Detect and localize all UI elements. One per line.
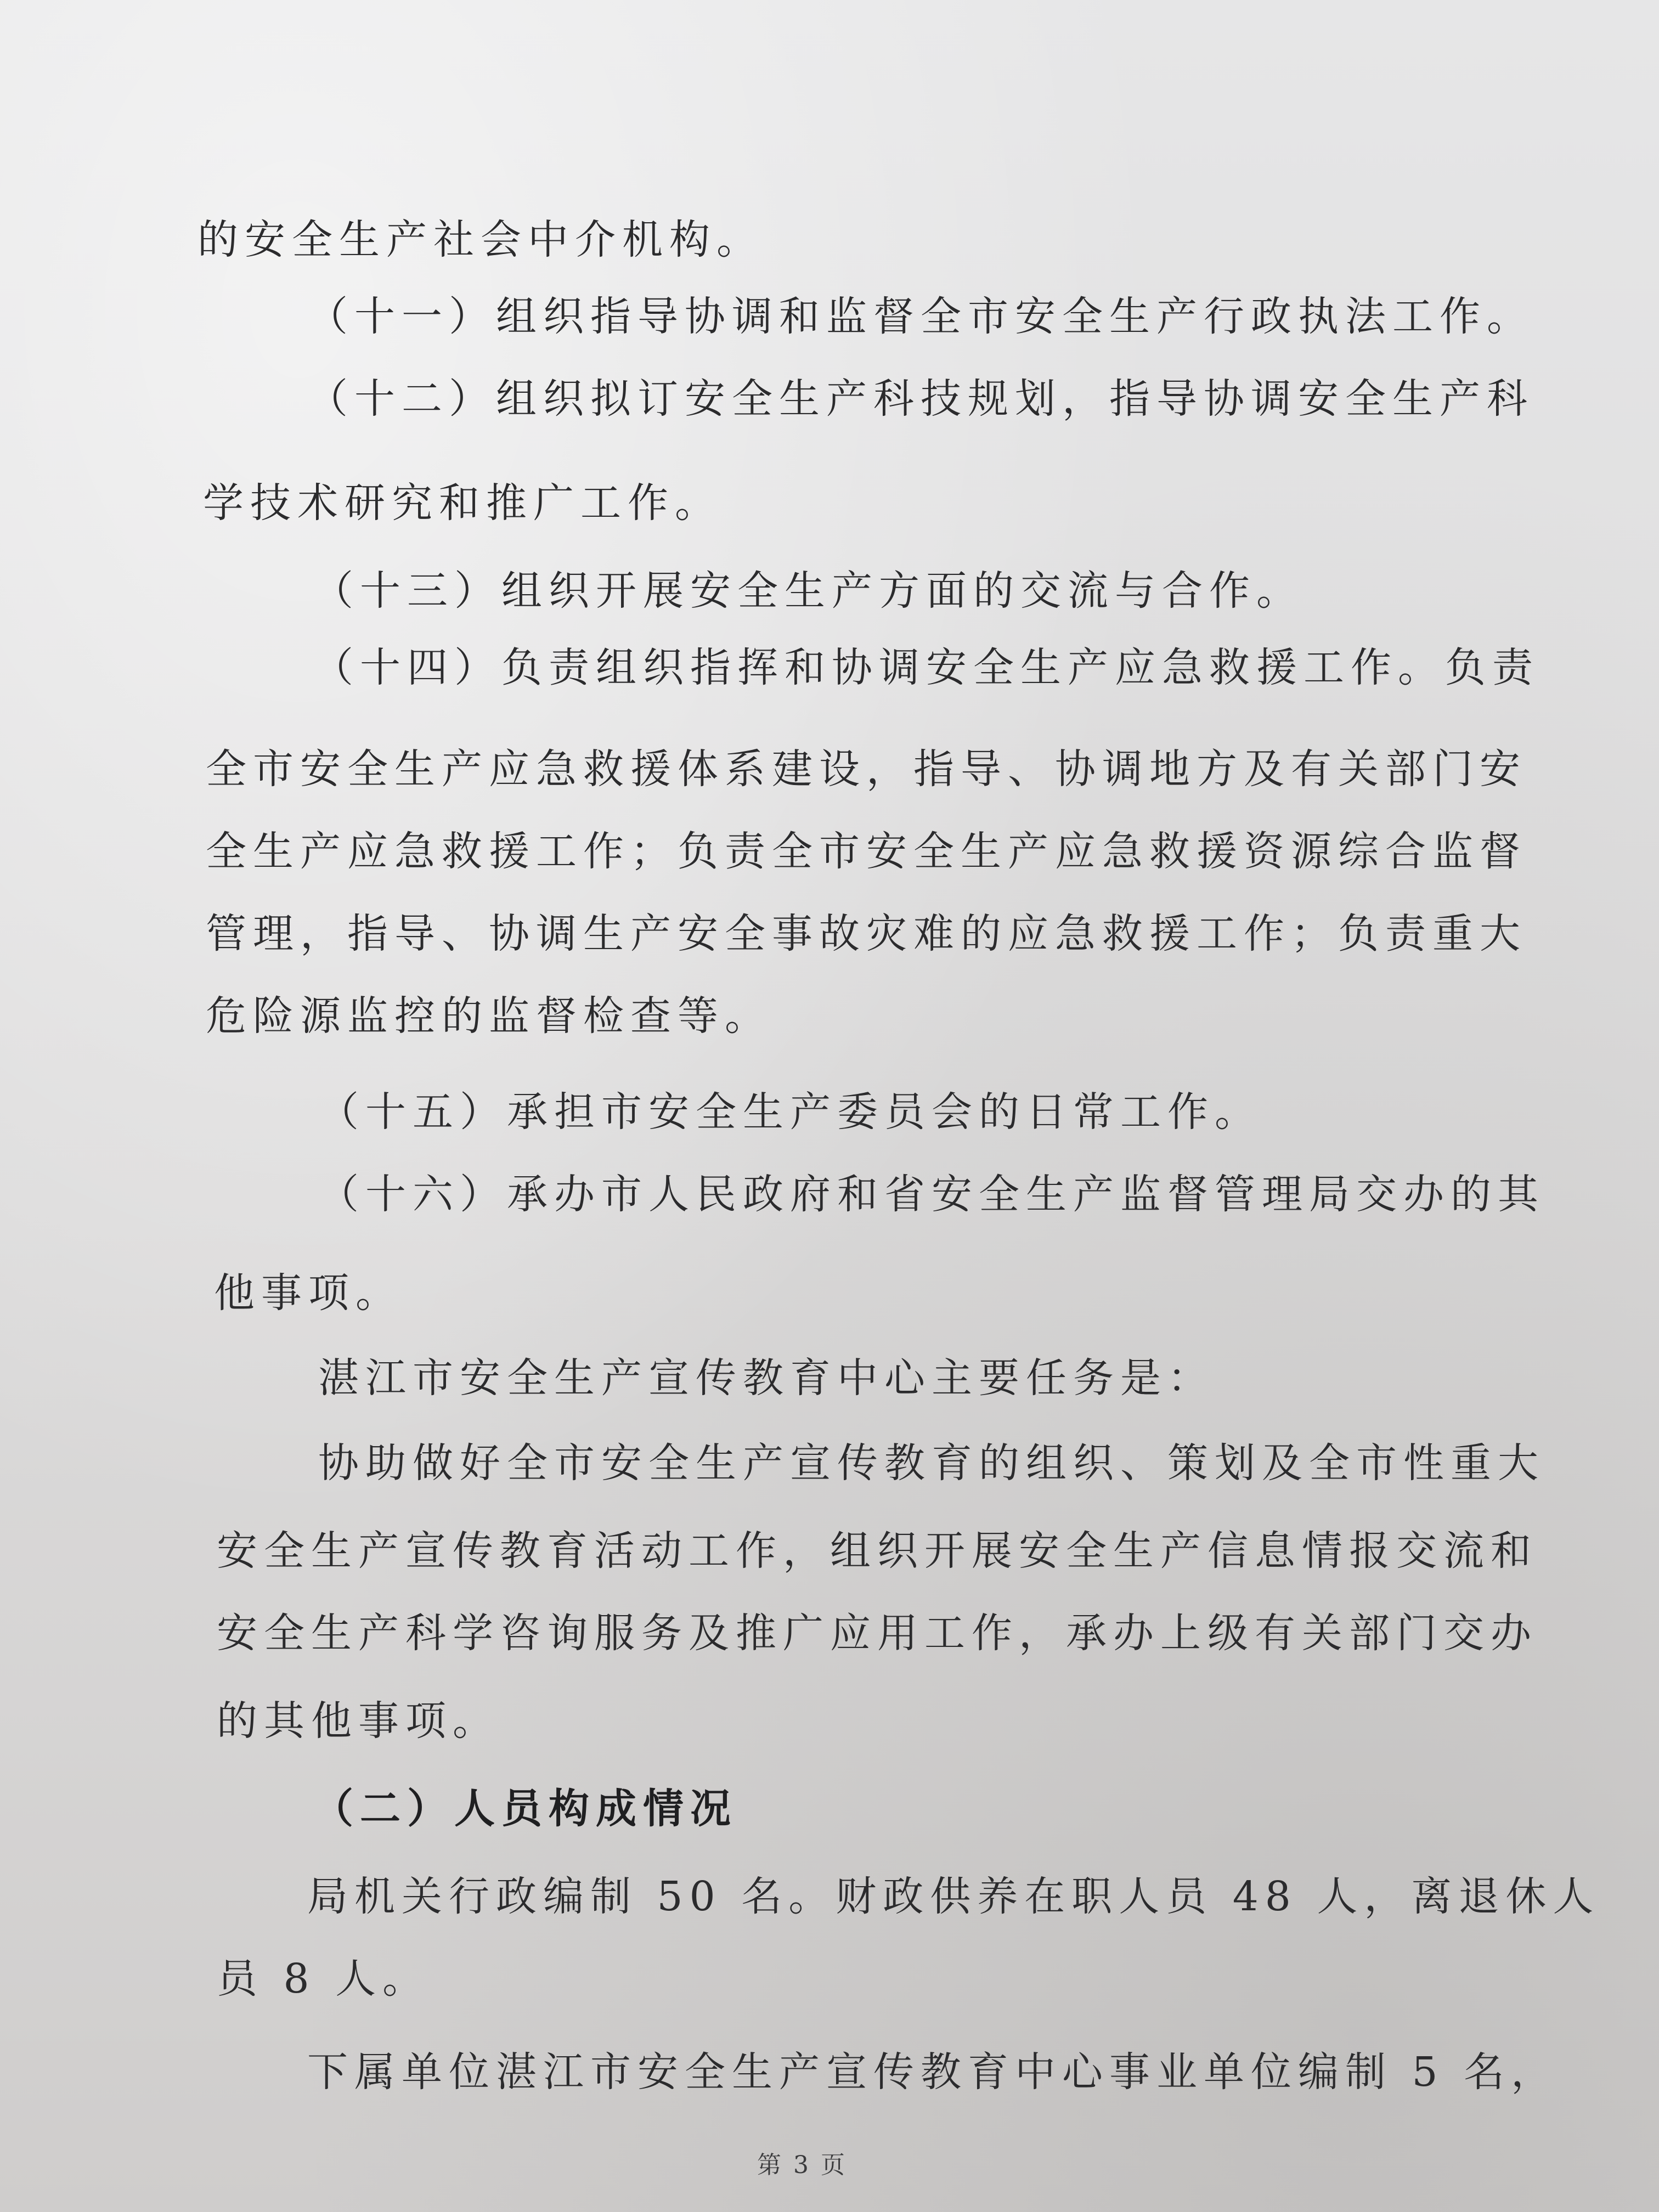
page-number: 第 3 页 bbox=[757, 2151, 847, 2179]
text-line: 安全生产宣传教育活动工作，组织开展安全生产信息情报交流和 bbox=[217, 1527, 1538, 1575]
text-line: 管理，指导、协调生产安全事故灾难的应急救援工作；负责重大 bbox=[206, 910, 1527, 957]
text-line: （十一）组织指导协调和监督全市安全生产行政执法工作。 bbox=[307, 293, 1534, 340]
text-line: 他事项。 bbox=[214, 1269, 403, 1317]
text-line: 安全生产科学咨询服务及推广应用工作，承办上级有关部门交办 bbox=[217, 1610, 1538, 1657]
text-line: 协助做好全市安全生产宣传教育的组织、策划及全市性重大 bbox=[318, 1440, 1545, 1487]
text-line: （十五）承担市安全生产委员会的日常工作。 bbox=[318, 1088, 1262, 1136]
text-line: （十三）组织开展安全生产方面的交流与合作。 bbox=[313, 567, 1304, 614]
text-line: （十四）负责组织指挥和协调安全生产应急救援工作。负责 bbox=[313, 644, 1539, 691]
text-line: （十六）承办市人民政府和省安全生产监督管理局交办的其 bbox=[318, 1171, 1545, 1218]
text-line: 危险源监控的监督检查等。 bbox=[206, 992, 772, 1040]
text-line: 的安全生产社会中介机构。 bbox=[198, 216, 764, 263]
text-line: 下属单位湛江市安全生产宣传教育中心事业单位编制 5 名， bbox=[307, 2049, 1559, 2096]
text-line: （十二）组织拟订安全生产科技规划，指导协调安全生产科 bbox=[307, 375, 1534, 422]
text-line: 学技术研究和推广工作。 bbox=[203, 479, 722, 527]
text-line: 局机关行政编制 50 名。财政供养在职人员 48 人，离退休人 bbox=[307, 1873, 1600, 1920]
text-line: 全市安全生产应急救援体系建设，指导、协调地方及有关部门安 bbox=[206, 746, 1527, 793]
text-line: 的其他事项。 bbox=[217, 1697, 500, 1745]
text-line: 员 8 人。 bbox=[217, 1955, 430, 2002]
text-line: 湛江市安全生产宣传教育中心主要任务是： bbox=[318, 1355, 1215, 1402]
text-line: 全生产应急救援工作；负责全市安全生产应急救援资源综合监督 bbox=[206, 828, 1527, 875]
section-heading: （二）人员构成情况 bbox=[313, 1785, 737, 1832]
